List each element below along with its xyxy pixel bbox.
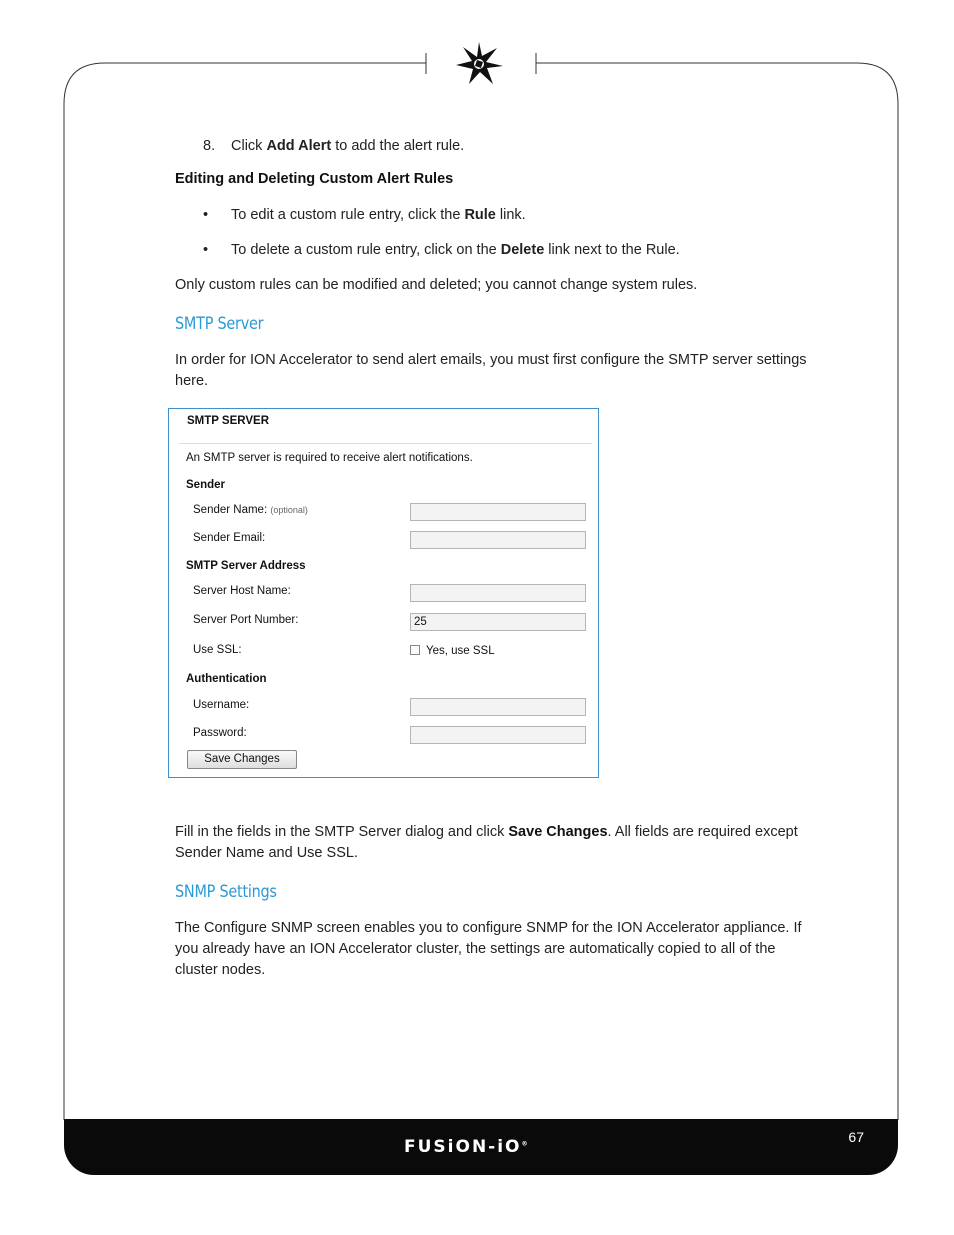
after-dialog-prefix: Fill in the fields in the SMTP Server dialog and click — [175, 824, 509, 840]
server-address-heading: SMTP Server Address — [186, 560, 306, 572]
after-dialog-suffix: . All fields are required except — [607, 824, 798, 840]
step-number: 8. — [203, 138, 216, 154]
bullet-bold-text: Delete — [500, 242, 545, 258]
page-footer — [64, 1119, 898, 1175]
server-port-field[interactable] — [410, 613, 586, 631]
step-text-suffix: to add the alert rule. — [331, 138, 465, 154]
port-label: Server Port Number: — [193, 614, 299, 626]
password-field[interactable] — [410, 726, 586, 744]
smtp-intro-line2: here. — [175, 373, 209, 389]
host-label: Server Host Name: — [193, 585, 291, 597]
page-number: 67 — [848, 1129, 864, 1145]
footer-brand-logo — [404, 1137, 528, 1157]
bullet-text-prefix: To delete a custom rule entry, click on the — [231, 242, 501, 258]
save-changes-button[interactable]: Save Changes — [187, 750, 297, 769]
snmp-line1: The Configure SNMP screen enables you to configure SNMP for the ION Accelerator appliance. If — [175, 920, 802, 936]
password-label: Password: — [193, 727, 247, 739]
sender-name-field[interactable] — [410, 503, 586, 521]
optional-note: (optional) — [270, 505, 308, 515]
bullet-text-suffix: link. — [495, 207, 526, 223]
snmp-line3: cluster nodes. — [175, 962, 266, 978]
bullet-bold-text: Rule — [464, 207, 496, 223]
step-text-prefix: Click — [231, 138, 267, 154]
username-label: Username: — [193, 699, 250, 711]
step-bold-text: Add Alert — [266, 138, 332, 154]
custom-rules-note: Only custom rules can be modified and deleted; you cannot change system rules. — [175, 277, 698, 293]
use-ssl-checkbox[interactable] — [410, 645, 420, 655]
bullet-text-suffix: link next to the Rule. — [544, 242, 680, 258]
username-field[interactable] — [410, 698, 586, 716]
step-8 — [203, 136, 464, 157]
smtp-intro-line1: In order for ION Accelerator to send alert emails, you must first configure the SMTP server settings — [175, 352, 807, 368]
sender-email-field[interactable] — [410, 531, 586, 549]
dialog-description: An SMTP server is required to receive alert notifications. — [186, 452, 473, 464]
after-dialog-line1 — [175, 822, 798, 843]
auth-heading: Authentication — [186, 673, 267, 685]
sender-name-label-text: Sender Name: — [193, 504, 268, 516]
smtp-server-dialog — [168, 408, 599, 778]
after-dialog-line2: Sender Name and Use SSL. — [175, 845, 358, 861]
dialog-divider — [179, 443, 592, 444]
use-ssl-checkbox-label[interactable]: Yes, use SSL — [426, 645, 495, 657]
bullet-dot-icon: • — [203, 207, 209, 223]
sender-email-label: Sender Email: — [193, 532, 266, 544]
server-host-field[interactable] — [410, 584, 586, 602]
snmp-section-title: SNMP Settings — [175, 882, 277, 902]
dialog-title: SMTP SERVER — [187, 415, 270, 427]
bullet-text-prefix: To edit a custom rule entry, click the — [231, 207, 465, 223]
sender-heading: Sender — [186, 479, 225, 491]
footer-brand-text: FUSiON-iO — [404, 1137, 522, 1157]
fusion-io-star-logo-icon — [451, 38, 507, 88]
trademark-mark: ® — [521, 1140, 528, 1148]
smtp-section-title: SMTP Server — [175, 314, 264, 334]
sender-name-label — [193, 504, 308, 516]
editing-heading: Editing and Deleting Custom Alert Rules — [175, 171, 454, 187]
after-dialog-bold: Save Changes — [508, 824, 608, 840]
bullet-dot-icon: • — [203, 242, 209, 258]
snmp-line2: you already have an ION Accelerator cluster, the settings are automatically copied to all of the — [175, 941, 776, 957]
ssl-label: Use SSL: — [193, 644, 242, 656]
